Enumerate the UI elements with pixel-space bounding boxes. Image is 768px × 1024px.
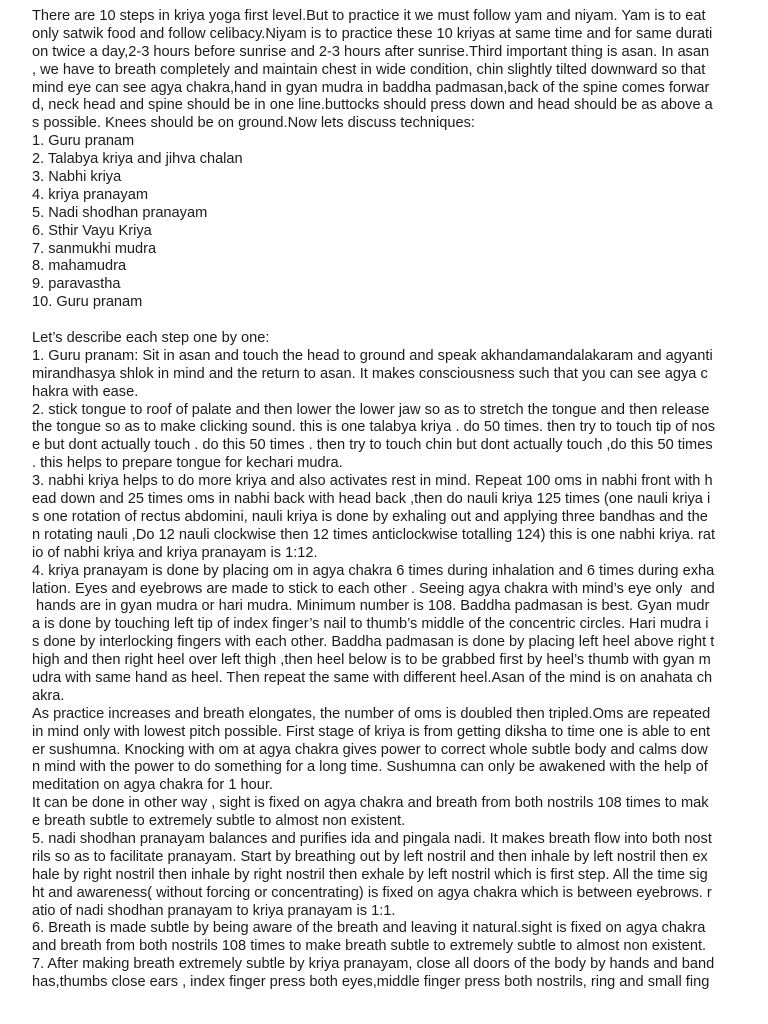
- text-line: 10. Guru pranam: [32, 294, 143, 311]
- text-line: d, neck head and spine should be in one line.buttocks should press down and head should be as above a: [32, 97, 713, 114]
- text-line: er sushumna. Knocking with om at agya chakra gives power to correct whole subtle body and calms dow: [32, 741, 708, 758]
- text-line: 1. Guru pranam: [32, 133, 135, 150]
- text-line: s possible. Knees should be on ground.Now lets discuss techniques:: [32, 115, 475, 132]
- text-line: s one rotation of rectus abdomini, nauli kriya is done by exhaling out and applying three bandhas and the: [32, 508, 708, 525]
- text-line: has,thumbs close ears , index finger press both eyes,middle finger press both nostrils, ring and small fing: [32, 974, 710, 991]
- text-line: a is done by touching left tip of index finger’s nail to thumb’s middle of the concentric circles. Hari mudra i: [32, 616, 709, 633]
- text-line: on twice a day,2-3 hours before sunrise and 2-3 hours after sunrise.Third important thing is asan. In asan: [32, 43, 710, 60]
- text-line: [32, 312, 742, 330]
- text-line: udra with same hand as heel. Then repeat the same with different heel.Asan of the mind is on anahata ch: [32, 669, 713, 686]
- text-line: hale by right nostril then inhale by right nostril then exhale by left nostril which is first step. All the time sig: [32, 866, 708, 883]
- text-line: rils so as to facilitate pranayam. Start by breathing out by left nostril and then inhale by left nostril then ex: [32, 848, 708, 865]
- text-line: hands are in gyan mudra or hari mudra. Minimum number is 108. Baddha padmasan is best. Gyan mudr: [32, 598, 710, 615]
- text-line: 3. nabhi kriya helps to do more kriya and also activates rest in mind. Repeat 100 oms in nabhi front with h: [32, 473, 713, 490]
- text-line: hakra with ease.: [32, 383, 139, 400]
- text-line: mirandhasya shlok in mind and the return to asan. It makes consciousness such that you can see agya c: [32, 365, 708, 382]
- text-line: mind eye can see agya chakra,hand in gyan mudra in baddha padmasan,back of the spine comes forwar: [32, 79, 710, 96]
- text-line: lation. Eyes and eyebrows are made to stick to each other . Seeing agya chakra with mind’s eye only and: [32, 580, 715, 597]
- text-line: e but dont actually touch . do this 50 times . then try to touch chin but dont actually touch ,do this 50 times: [32, 437, 713, 454]
- text-line: 2. stick tongue to roof of palate and then lower the lower jaw so as to stretch the tongue and then release: [32, 401, 710, 418]
- text-line: n mind with the power to do something for a long time. Sushumna can only be awakened with the help of: [32, 759, 708, 776]
- text-line: 4. kriya pranayam is done by placing om in agya chakra 6 times during inhalation and 6 times during exha: [32, 562, 715, 579]
- document-body: [32, 8, 742, 992]
- text-line: 6. Breath is made subtle by being aware of the breath and leaving it natural.sight is fixed on agya chakra: [32, 920, 706, 937]
- text-line: ead down and 25 times oms in nabhi back with head back ,then do nauli kriya 125 times (one nauli kriya i: [32, 491, 711, 508]
- text-line: Let’s describe each step one by one:: [32, 330, 270, 347]
- text-line: 7. After making breath extremely subtle by kriya pranayam, close all doors of the body by hands and band: [32, 956, 715, 973]
- text-line: atio of nadi shodhan pranayam to kriya pranayam is 1:1.: [32, 902, 396, 919]
- text-line: , we have to breath completely and maintain chest in wide condition, chin slightly tilted downward so that: [32, 61, 706, 78]
- text-line: 5. nadi shodhan pranayam balances and purifies ida and pingala nadi. It makes breath flow into both nost: [32, 830, 712, 847]
- text-line: s done by interlocking fingers with each other. Baddha padmasan is done by placing left heel above right t: [32, 634, 715, 651]
- text-line: 1. Guru pranam: Sit in asan and touch the head to ground and speak akhandamandalakaram and agyanti: [32, 347, 713, 364]
- text-line: It can be done in other way , sight is fixed on agya chakra and breath from both nostrils 108 times to mak: [32, 795, 709, 812]
- text-line: e breath subtle to extremely subtle to almost non existent.: [32, 813, 406, 830]
- text-line: only satwik food and follow celibacy.Niyam is to practice these 10 kriyas at same time and for same durati: [32, 25, 713, 42]
- text-line: io of nabhi kriya and kriya pranayam is 1:12.: [32, 544, 318, 561]
- text-line: 3. Nabhi kriya: [32, 169, 122, 186]
- text-line: There are 10 steps in kriya yoga first level.But to practice it we must follow yam and niyam. Yam is to eat: [32, 8, 706, 24]
- text-line: 7. sanmukhi mudra: [32, 240, 157, 257]
- text-line: the tongue so as to make clicking sound. this is one talabya kriya . do 50 times. then try to touch tip of nos: [32, 419, 716, 436]
- text-line: akra.: [32, 687, 65, 704]
- text-line: 6. Sthir Vayu Kriya: [32, 222, 152, 239]
- text-line: in mind only with lowest pitch possible. First stage of kriya is from getting diksha to time one is able to ent: [32, 723, 711, 740]
- text-line: As practice increases and breath elongates, the number of oms is doubled then tripled.Oms are repeated: [32, 705, 711, 722]
- text-line: . this helps to prepare tongue for kechari mudra.: [32, 455, 343, 472]
- text-line: meditation on agya chakra for 1 hour.: [32, 777, 273, 794]
- text-line: n rotating nauli ,Do 12 nauli clockwise then 12 times anticlockwise totalling 124) this is one nabhi kriya. rat: [32, 526, 716, 543]
- text-line: 5. Nadi shodhan pranayam: [32, 204, 208, 221]
- text-line: high and then right heel over left thigh ,then heel below is to be grabbed first by heel’s thumb with gyan m: [32, 652, 711, 669]
- text-line: ht and awareness( without forcing or concentrating) is fixed on agya chakra which is between eyebrows. r: [32, 884, 712, 901]
- text-line: 8. mahamudra: [32, 258, 127, 275]
- text-line: and breath from both nostrils 108 times to make breath subtle to extremely subtle to almost non existent.: [32, 938, 707, 955]
- text-line: 4. kriya pranayam: [32, 186, 148, 203]
- text-line: 2. Talabya kriya and jihva chalan: [32, 151, 243, 168]
- text-line: 9. paravastha: [32, 276, 121, 293]
